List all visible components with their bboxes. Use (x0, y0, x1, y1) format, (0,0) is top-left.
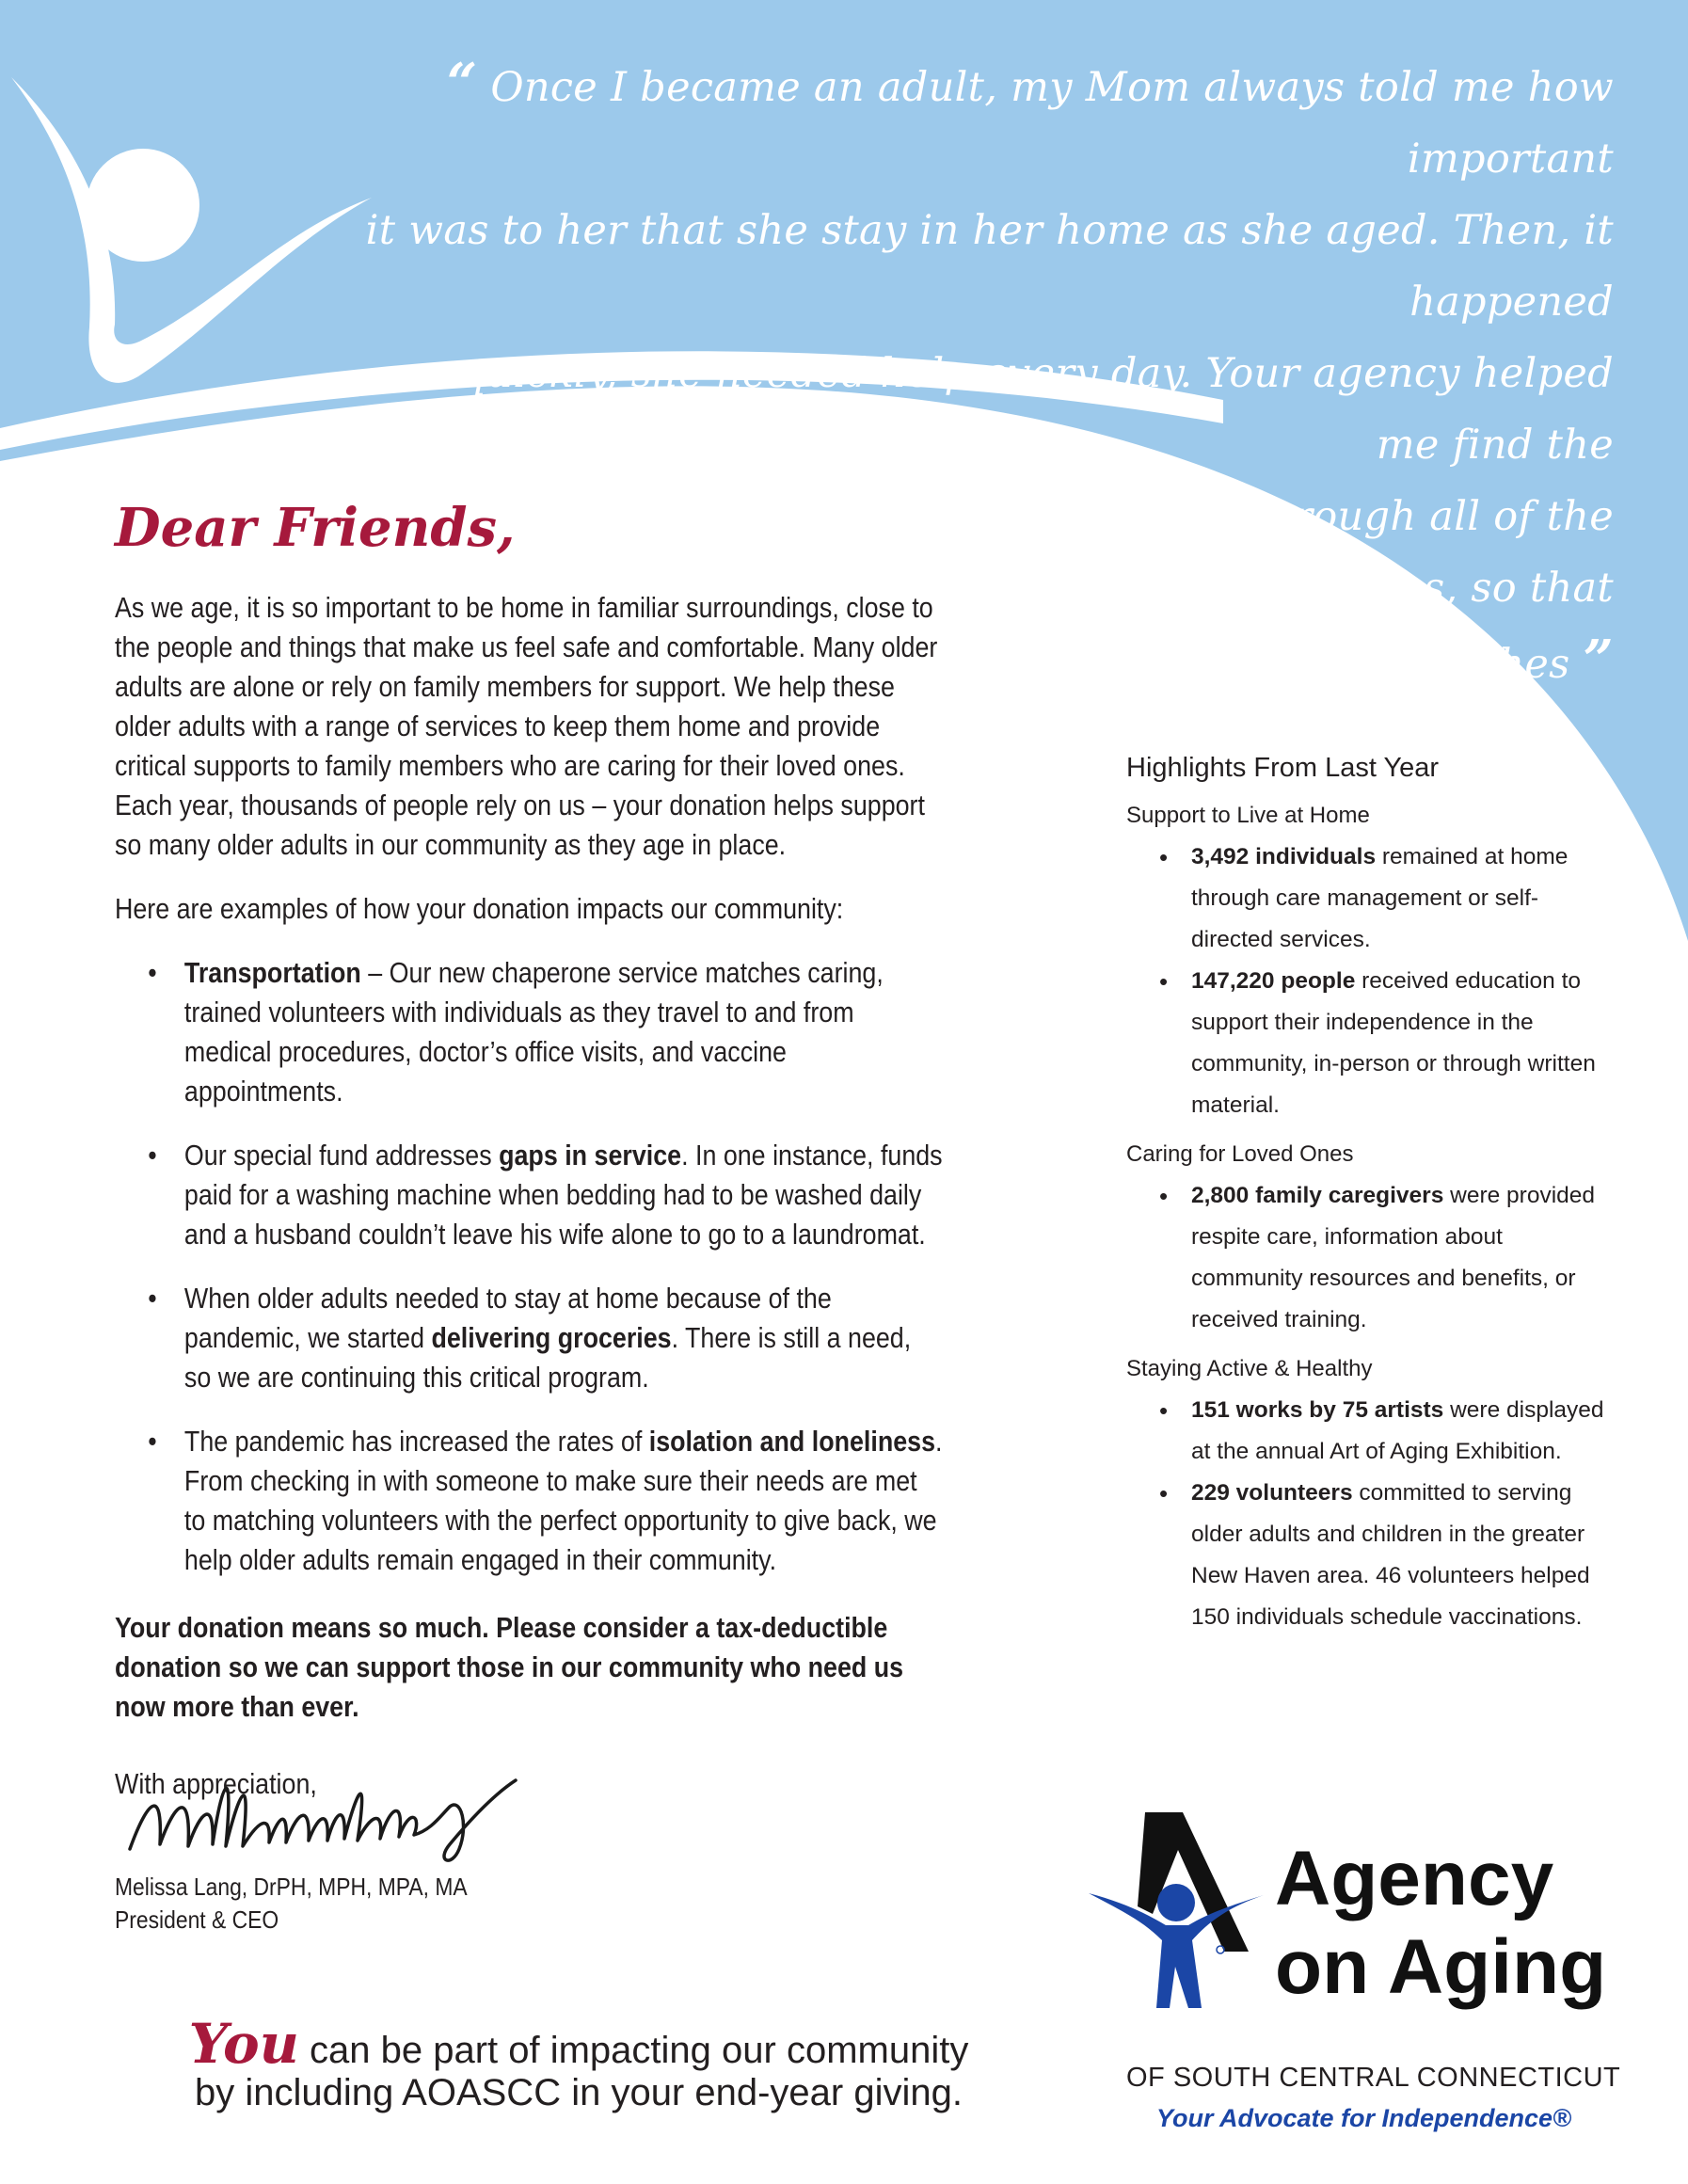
signer-block (115, 1871, 468, 1937)
example-item: • When older adults needed to stay at home because of the pandemic, we started delivering groceries. There is still a need, so we are continuing this critical program. (184, 1279, 943, 1397)
highlight-item: • 151 works by 75 artists were displayed at the annual Art of Aging Exhibition. (1191, 1390, 1616, 1473)
organization-name-line-1: Agency (1275, 1836, 1554, 1921)
quote-line-2: it was to her that she stay in her home as she aged. Then, it happened (365, 207, 1614, 326)
organization-name-line-2: on Aging (1275, 1924, 1607, 2010)
examples-lead: Here are examples of how your donation impacts our community: (115, 893, 844, 925)
organization-tagline: Your Advocate for Independence® (1156, 2104, 1571, 2132)
signer-title: President & CEO (115, 1905, 279, 1934)
letter-greeting: Dear Friends, (115, 497, 516, 559)
highlights-list (1126, 1175, 1616, 1341)
agency-on-aging-logo-icon (1087, 1809, 1266, 2016)
highlight-item: • 229 volunteers committed to serving older adults and children in the greater New Haven area. 46 volunteers helped 150 individuals schedule vaccinations. (1191, 1473, 1616, 1638)
quote-line-1: “ Once I became an adult, my Mom always told me how important (446, 52, 1614, 183)
cta-line-2: by including AOASCC in your end-year giving. (195, 2072, 963, 2113)
signature-icon (111, 1760, 600, 1873)
example-item: • Our special fund addresses gaps in service. In one instance, funds paid for a washing machine when bedding had to be washed daily and a husband couldn’t leave his wife alone to go to a laundromat. (184, 1136, 943, 1254)
highlights-list (1126, 1390, 1616, 1638)
organization-name (1275, 1835, 1606, 2012)
donation-appeal: Your donation means so much. Please consider a tax-deductible donation so we can support those in our community who need us now more than ever. (115, 1612, 904, 1723)
example-item: • Transportation – Our new chaperone service matches caring, trained volunteers with individuals as they travel to and from medical procedures, doctor’s office visits, and vaccine appointments. (184, 953, 943, 1111)
highlight-item: • 2,800 family caregivers were provided respite care, information about community resources and benefits, or received training. (1191, 1175, 1616, 1341)
closing-phrase: With appreciation, (115, 1768, 317, 1800)
highlights-title: Highlights From Last Year (1126, 753, 1440, 783)
cta-you: You (188, 2012, 299, 2076)
quote-line-3: so quickly, she needed help every day. Your agency helped me find the (401, 350, 1614, 469)
highlights-section-heading: Caring for Loved Ones (1126, 1141, 1354, 1167)
quote-line-4: services that she needs, walking me through all of the options, so that (485, 493, 1614, 612)
highlight-item: • 3,492 individuals remained at home through care management or self-directed services. (1191, 837, 1616, 961)
cta-line-1: You can be part of impacting our community (188, 2012, 969, 2076)
example-item: • The pandemic has increased the rates of isolation and loneliness. From checking in with someone to make sure their needs are met to matching volunteers with the perfect opportunity to give back, we help older adults remain engaged in their community. (184, 1422, 943, 1580)
letter-body (115, 588, 943, 1804)
highlight-item: • 147,220 people received education to support their independence in the community, in-person or through written material. (1191, 961, 1616, 1126)
highlights-list (1126, 837, 1616, 1126)
organization-region: OF SOUTH CENTRAL CONNECTICUT (1126, 2063, 1621, 2093)
close-quote-mark: ” (1583, 629, 1614, 691)
highlights-panel (1126, 753, 1616, 1653)
letter-intro: As we age, it is so important to be home in familiar surroundings, close to the people and things that make us feel safe and comfortable. Many older adults are alone or rely on family members for support. We help these older adults with a range of services to keep them home and provide critical supports to family members who are caring for their loved ones. Each year, thousands of people rely on us – your donation helps support so many older adults in our community as they age in place. (115, 592, 938, 861)
highlights-section-heading: Support to Live at Home (1126, 803, 1370, 828)
quote-line-5: I could honor her wishes ” (1055, 629, 1614, 691)
open-quote-mark: “ (446, 52, 478, 114)
examples-list (115, 953, 943, 1580)
highlights-section-heading: Staying Active & Healthy (1126, 1356, 1373, 1381)
signer-name: Melissa Lang, DrPH, MPH, MPA, MA (115, 1873, 468, 1901)
call-to-action (165, 2012, 993, 2114)
